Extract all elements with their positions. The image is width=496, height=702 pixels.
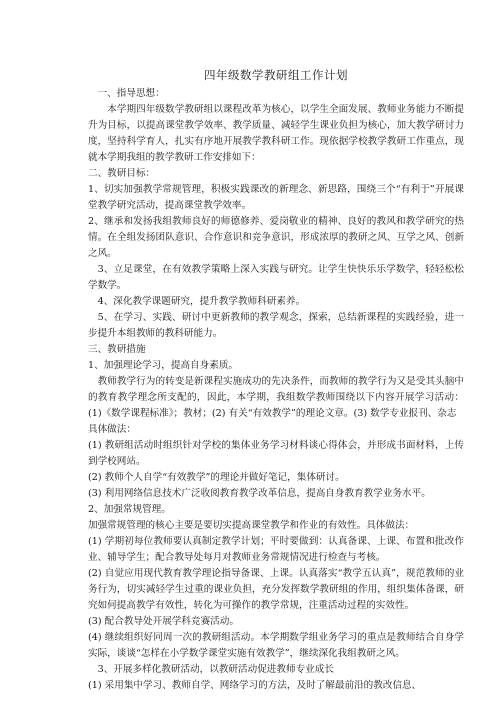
paragraph: 2、加强常规管理。: [88, 504, 171, 515]
paragraph: (1) 采用集中学习、教师自学、网络学习的方法，及时了解最前沿的教改信息、: [88, 680, 422, 691]
paragraph: 一、指导思想：: [97, 88, 165, 99]
paragraph: (3) 配合教导处开展学科竞赛活动。: [88, 616, 239, 627]
paragraph: 3、开展多样化教研活动，以教研活动促进教师专业成长: [97, 664, 334, 675]
paragraph: (1) 教研组活动时组织针对学校的集体业务学习材料谈心得体会，并形成书面材料，上传到学校网站。: [88, 440, 464, 467]
paragraph: 1、加强理论学习，提高自身素质。: [88, 360, 239, 371]
paragraph: 3、立足课堂，在有效教学策略上深入实践与研究。让学生快快乐乐学数学，轻轻松松学数学。: [88, 264, 464, 291]
paragraph: (4) 继续组织好同周一次的教研组活动。本学期数学组业务学习的重点是教师结合自身学实际，谈谈“怎样在小学数学课堂实施有效教学”，继续深化我组教研之风。: [88, 632, 464, 659]
paragraph: 具体做法：: [88, 424, 136, 435]
paragraph: 5、在学习、实践、研讨中更新教师的教学观念，探索，总结新课程的实践经验，进一步提升本组教师的教科研能力。: [88, 312, 464, 339]
paragraph: 教师教学行为的转变是新课程实施成功的先决条件，而教师的教学行为又是受其头脑中的教育教学理念所支配的，因此，本学期，我组数学教师围绕以下内容开展学习活动：(1)《数学课程标准》；教材；(2) 有关“有效教学”的理论文章。(3) 数学专业报刊、杂志: [88, 376, 464, 419]
paragraph: 2、继承和发扬我组教师良好的师德修养、爱岗敬业的精神、良好的教风和教学研究的热情。在全组发扬团队意识、合作意识和竞争意识，形成浓厚的教研之风、互学之风、创新之风。: [88, 216, 464, 259]
paragraph: 本学期四年级数学教研组以课程改革为核心，以学生全面发展、教师业务能力不断提升为目标，以提高课堂教学效率、教学质量、减轻学生课业负担为核心，加大教学研讨力度，坚持科学育人，扎实有序地开展教学教科研工作。现依据学校教学教研工作重点，现就本学期我组的教学教研工作安排如下：: [88, 104, 464, 163]
paragraph: (2) 教师个人自学“有效教学”的理论并做好笔记，集体研讨。: [88, 472, 345, 483]
paragraph: 二、教研目标：: [88, 168, 156, 179]
paragraph: 三、教研措施: [88, 344, 146, 355]
paragraph: 1、切实加强教学常规管理，积极实践课改的新理念、新思路，围绕三个“有利于”开展课堂教学研究活动，提高课堂教学效率。: [88, 184, 464, 211]
paragraph: 4、深化教学课题研究，提升教学教师科研素养。: [97, 296, 306, 307]
paragraph: (1) 学期初每位教师要认真制定教学计划；平时要做到：认真备课、上课、布置和批改作业、辅导学生；配合教导处每月对教师业务常规情况进行检查与考核。: [88, 536, 464, 563]
paragraph: 加强常规管理的核心主要是要切实提高课堂教学和作业的有效性。具体做法：: [88, 520, 415, 531]
paragraph: (3) 利用网络信息技术广泛收阅教育教学改革信息，提高自身教育教学业务水平。: [88, 488, 431, 499]
document-body: [88, 86, 464, 694]
document-title: 四年级数学教研组工作计划: [204, 68, 348, 82]
paragraph: (2) 自觉应用现代教育教学理论指导备课、上课。认真落实“教学五认真”，规范教师的业务行为，切实减轻学生过重的课业负担，充分发挥数学教研组的作用，组织集体备课，研究如何提高教学有效性，转化为可操作的教学常规，注重活动过程的实效性。: [88, 568, 464, 611]
